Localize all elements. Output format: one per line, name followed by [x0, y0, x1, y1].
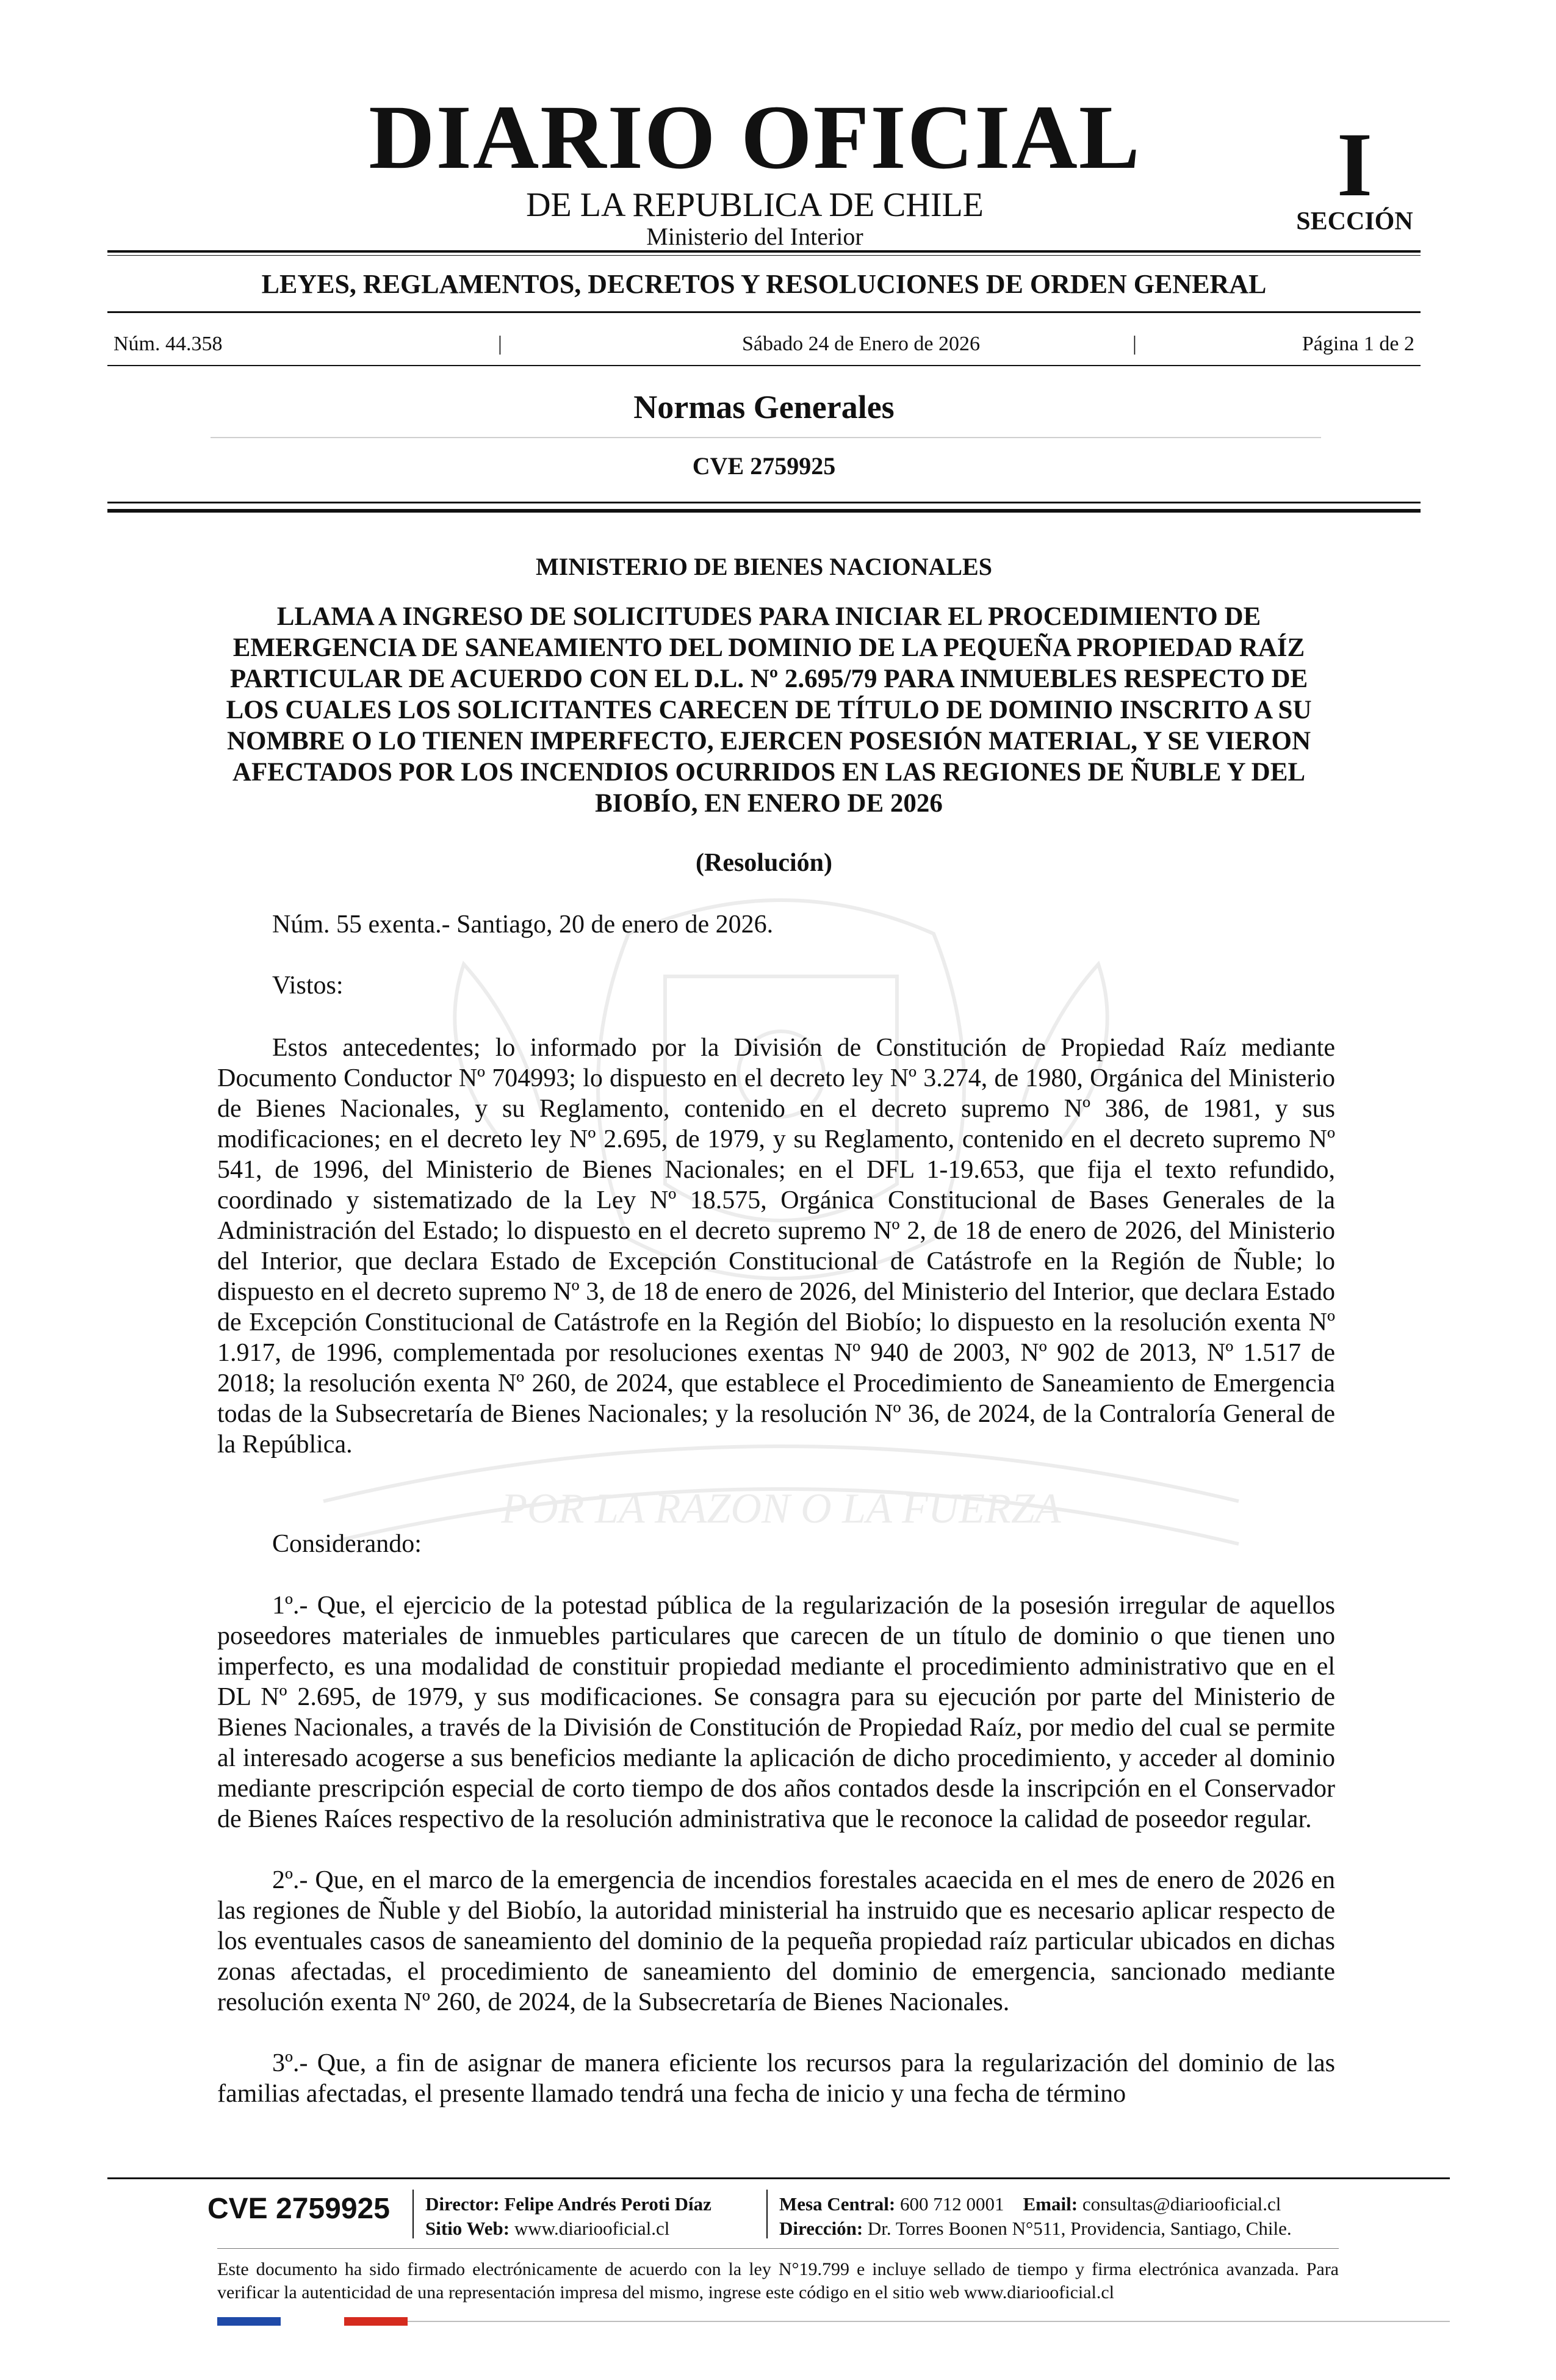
footer-bottom-rule: [408, 2321, 1450, 2322]
phone-label: Mesa Central:: [779, 2193, 896, 2215]
footer-contact-block: [779, 2192, 1292, 2241]
issue-separator: |: [1133, 333, 1137, 355]
vistos-paragraph: Estos antecedentes; lo informado por la División de Constitución de Propiedad Raíz mediante Documento Conductor Nº 704993; lo dispuesto en el decreto ley Nº 3.274, de 1980, Orgánica del Ministerio de Bienes Nacionales, y su Reglamento, contenido en el decreto supremo Nº 386, de 1981, y sus modificaciones; en el decreto ley Nº 2.695, de 1979, y su Reglamento, contenido en el decreto supremo Nº 541, de 1996, del Ministerio de Bienes Nacionales; en el DFL 1-19.653, que fija el texto refundido, coordinado y sistematizado de la Ley Nº 18.575, Orgánica Constitucional de Bases Generales de la Administración del Estado; lo dispuesto en el decreto supremo Nº 2, de 18 de enero de 2026, del Ministerio del Interior, que declara Estado de Excepción Constitucional de Catástrofe en la Región de Ñuble; lo dispuesto en el decreto supremo Nº 3, de 18 de enero de 2026, del Ministerio del Interior, que declara Estado de Excepción Constitucional de Catástrofe en la Región del Biobío; lo dispuesto en la resolución exenta Nº 1.917, de 1996, complementada por resoluciones exentas Nº 940 de 2003, Nº 902 de 2013, Nº 1.517 de 2018; la resolución exenta Nº 260, de 2024, que establece el Procedimiento de Saneamiento de Emergencia todas de la Subsecretaría de Bienes Nacionales; y la resolución Nº 36, de 2024, de la Contraloría General de la República.: [217, 1034, 1335, 1459]
cve-rule-2: [107, 509, 1421, 513]
address-label: Dirección:: [779, 2218, 863, 2239]
motto-watermark: POR LA RAZON O LA FUERZA: [501, 1485, 1061, 1532]
header-rule-bottom: [107, 311, 1421, 313]
issue-rule: [107, 365, 1421, 366]
phone-number: 600 712 0001: [900, 2193, 1004, 2215]
director-label: Director:: [425, 2193, 500, 2215]
headline-band: LEYES, REGLAMENTOS, DECRETOS Y RESOLUCIONES DE ORDEN GENERAL: [261, 269, 1267, 299]
address-text: Dr. Torres Boonen N°511, Providencia, Santiago, Chile.: [867, 2218, 1292, 2239]
considerando-paragraph-1: 1º.- Que, el ejercicio de la potestad pública de la regularización de la posesión irregular de aquellos poseedores materiales de inmuebles particulares que carecen de un título de dominio o que tienen uno imperfecto, es una modalidad de constituir propiedad mediante el procedimiento administrativo que en el DL Nº 2.695, de 1979, y sus modificaciones. Se consagra para su ejecución por parte del Ministerio de Bienes Nacionales, a través de la División de Constitución de Propiedad Raíz, por medio del cual se permite al interesado acogerse a sus beneficios mediante la aplicación de dicho procedimiento, y acceder al dominio mediante prescripción especial de corto tiempo de dos años contados desde la inscripción en el Conservador de Bienes Raíces respectivo de la resolución administrativa que le reconoce la calidad de poseedor regular.: [217, 1592, 1335, 1833]
section-label: SECCIÓN: [1296, 207, 1413, 236]
vistos-heading: Vistos:: [272, 972, 344, 1000]
issuing-ministry: MINISTERIO DE BIENES NACIONALES: [536, 553, 992, 580]
flag-color-bar: [217, 2317, 408, 2326]
flag-red-segment: [344, 2317, 408, 2326]
cve-rule-1: [107, 502, 1421, 503]
page-indicator: Página 1 de 2: [1302, 333, 1414, 355]
considerando-paragraph-2: 2º.- Que, en el marco de la emergencia de incendios forestales acaecida en el mes de enero de 2026 en las regiones de Ñuble y del Biobío, la autoridad ministerial ha instruido que es necesario aplicar respecto de los eventuales casos de saneamiento del dominio de la pequeña propiedad raíz particular ubicados en dichas zonas afectadas, el procedimiento de saneamiento del dominio de emergencia, sancionado mediante resolución exenta Nº 260, de 2024, de la Subsecretaría de Bienes Nacionales.: [217, 1866, 1335, 2016]
email-link[interactable]: consultas@diariooficial.cl: [1082, 2193, 1281, 2215]
footer-separator: [766, 2190, 768, 2238]
footer-rule: [107, 2177, 1450, 2179]
flag-white-segment: [281, 2317, 344, 2326]
header-rule-top-thin: [107, 255, 1421, 256]
email-label: Email:: [1023, 2193, 1078, 2215]
newspaper-title: DIARIO OFICIAL: [369, 87, 1141, 188]
director-name: Felipe Andrés Peroti Díaz: [504, 2193, 711, 2215]
section-title: Normas Generales: [633, 389, 895, 425]
resolution-title: LLAMA A INGRESO DE SOLICITUDES PARA INICIAR EL PROCEDIMIENTO DE EMERGENCIA DE SANEAMIENTO DEL DOMINIO DE LA PEQUEÑA PROPIEDAD RAÍZ PARTICULAR DE ACUERDO CON EL D.L. Nº 2.695/79 PARA INMUEBLES RESPECTO DE LOS CUALES LOS SOLICITANTES CARECEN DE TÍTULO DE DOMINIO INSCRITO A SU NOMBRE O LO TIENEN IMPERFECTO, EJERCEN POSESIÓN MATERIAL, Y SE VIERON AFECTADOS POR LOS INCENDIOS OCURRIDOS EN LAS REGIONES DE ÑUBLE Y DEL BIOBÍO, EN ENERO DE 2026: [226, 602, 1312, 818]
issue-date: Sábado 24 de Enero de 2026: [742, 333, 980, 355]
considerando-heading: Considerando:: [272, 1530, 422, 1558]
footer-legal-notice: Este documento ha sido firmado electrónicamente de acuerdo con la ley N°19.799 e incluye sellado de tiempo y firma electrónica avanzada. Para verificar la autenticidad de una representación impresa del mismo, ingrese este código en el sitio web www.diariooficial.cl: [217, 2259, 1339, 2302]
flag-blue-segment: [217, 2317, 281, 2326]
site-link[interactable]: www.diariooficial.cl: [514, 2218, 670, 2239]
section-marker: [1281, 114, 1428, 236]
issue-info-row: [107, 333, 1421, 363]
newspaper-subtitle: DE LA REPUBLICA DE CHILE: [526, 186, 984, 224]
issue-separator: |: [498, 333, 502, 355]
section-divider: [211, 437, 1321, 438]
ministry-line: Ministerio del Interior: [646, 223, 863, 250]
masthead: [107, 87, 1421, 250]
site-label: Sitio Web:: [425, 2218, 510, 2239]
footer-director-block: [425, 2192, 711, 2241]
section-number: I: [1336, 114, 1373, 215]
footer-cve-code: CVE 2759925: [207, 2193, 390, 2225]
resolution-number: Núm. 55 exenta.- Santiago, 20 de enero de 2026.: [272, 911, 774, 939]
considerando-paragraph-3: 3º.- Que, a fin de asignar de manera eficiente los recursos para la regularización del dominio de las familias afectadas, el presente llamado tendrá una fecha de inicio y una fecha de término: [217, 2049, 1335, 2108]
resolution-type: (Resolución): [696, 849, 832, 877]
header-rule-top: [107, 250, 1421, 253]
footer-divider: [217, 2248, 1339, 2249]
issue-number: Núm. 44.358: [113, 333, 223, 355]
footer-separator: [412, 2190, 414, 2238]
cve-code: CVE 2759925: [692, 452, 836, 480]
